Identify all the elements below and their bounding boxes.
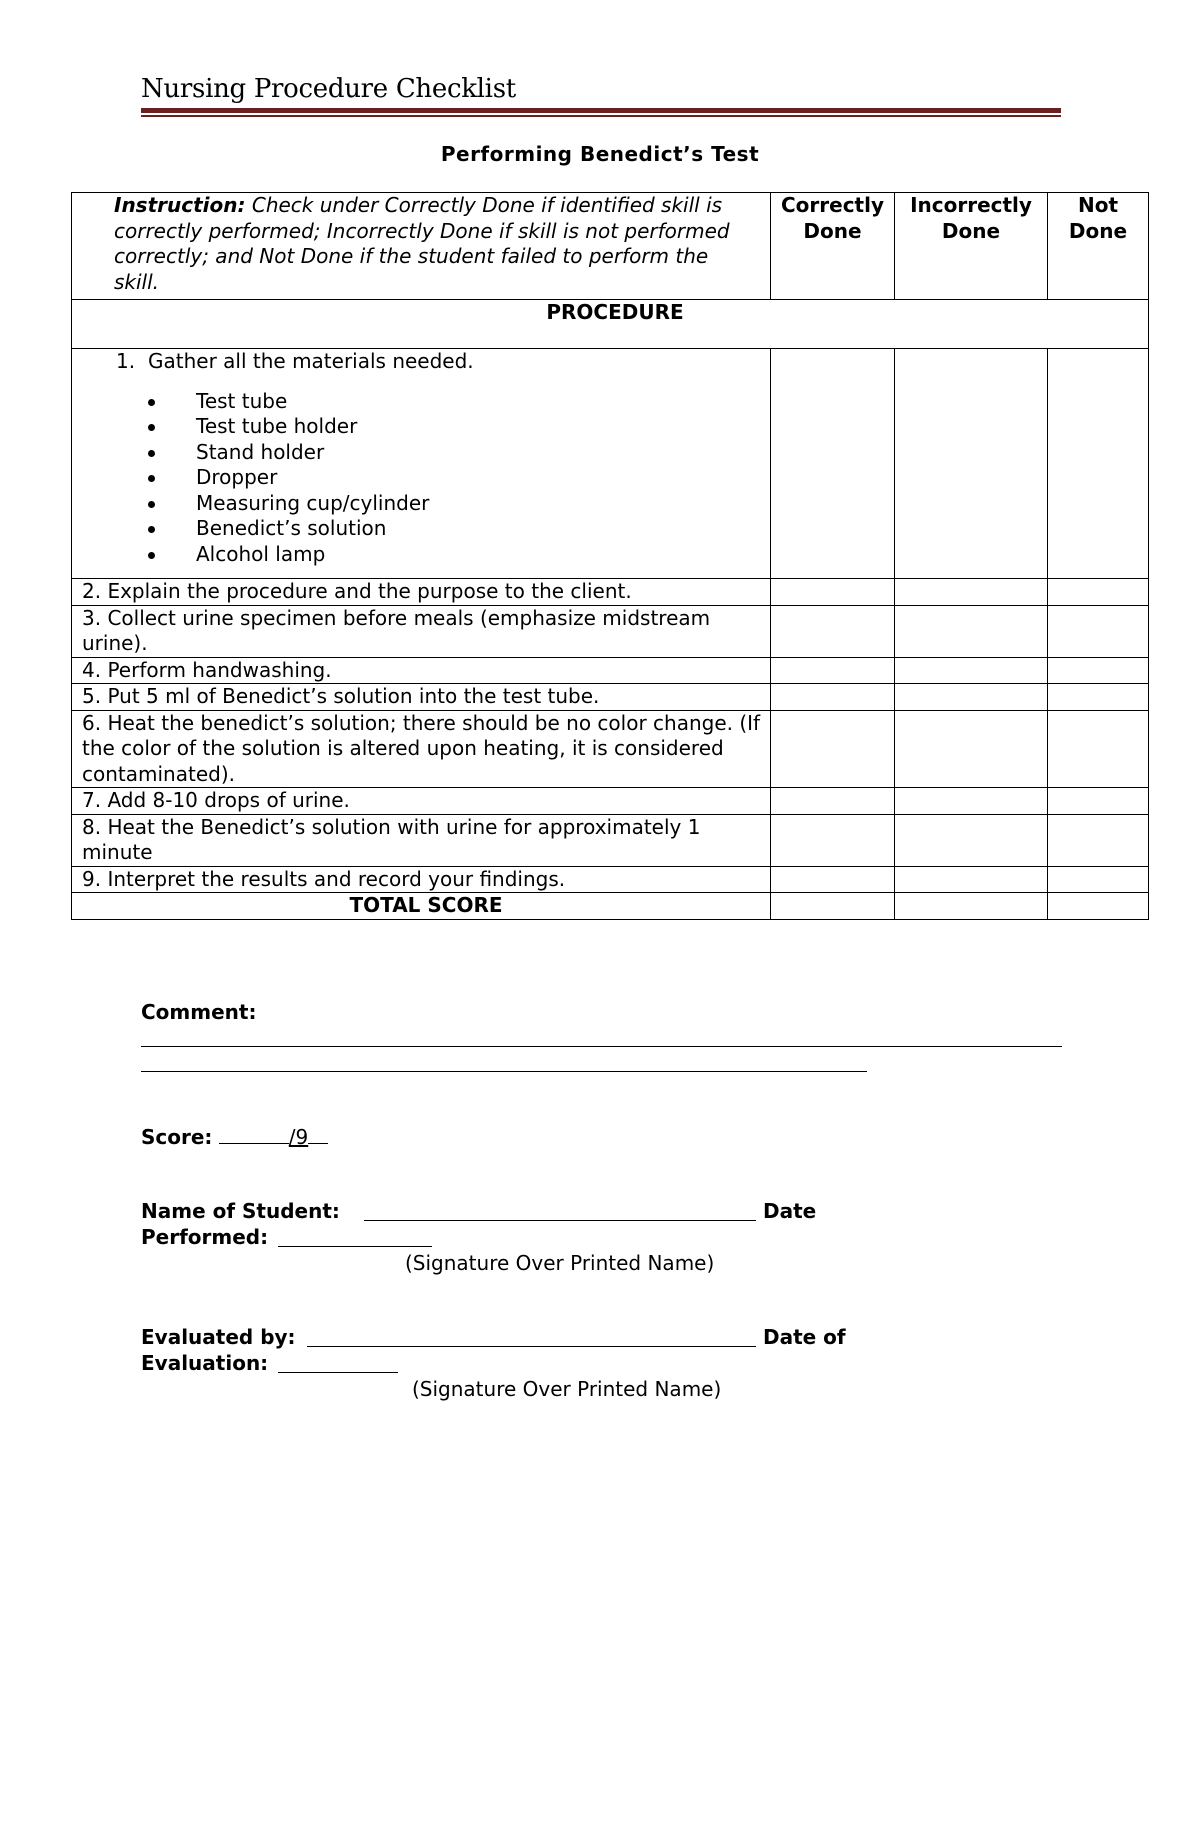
instruction-cell	[72, 193, 771, 300]
step-text: 4. Perform handwashing.	[72, 657, 771, 684]
list-item: Test tube holder	[116, 414, 770, 440]
not-done-checkbox-cell[interactable]	[1048, 866, 1149, 893]
step-text: 6. Heat the benedict’s solution; there should be no color change. (If the color of the solution is altered upon heating, it is considered contaminated).	[72, 710, 771, 788]
step-1-cell	[72, 349, 771, 579]
correctly-done-checkbox-cell[interactable]	[771, 579, 895, 606]
total-correctly-done-cell[interactable]	[771, 893, 895, 920]
comment-label: Comment:	[141, 1000, 257, 1024]
incorrectly-done-checkbox-cell[interactable]	[895, 814, 1048, 866]
document-header	[141, 72, 1061, 117]
incorrectly-done-checkbox-cell[interactable]	[895, 579, 1048, 606]
materials-list	[116, 389, 770, 568]
list-item: Alcohol lamp	[116, 542, 770, 568]
step-text: 2. Explain the procedure and the purpose to the client.	[72, 579, 771, 606]
total-score-label: TOTAL SCORE	[72, 893, 771, 920]
incorrectly-done-checkbox-cell[interactable]	[895, 657, 1048, 684]
not-done-checkbox-cell[interactable]	[1048, 657, 1149, 684]
column-header-correctly-done: Correctly Done	[771, 193, 895, 300]
correctly-done-checkbox-cell[interactable]	[771, 710, 895, 788]
incorrectly-done-checkbox-cell[interactable]	[895, 788, 1048, 815]
student-signature-note: (Signature Over Printed Name)	[405, 1251, 715, 1275]
table-row	[72, 579, 1149, 606]
date-of-evaluation-label: Date of	[763, 1325, 846, 1349]
list-item: Test tube	[116, 389, 770, 415]
instruction-label: Instruction:	[114, 193, 246, 217]
score-field	[141, 1125, 328, 1151]
table-row	[72, 605, 1149, 657]
total-score-row	[72, 893, 1149, 920]
correctly-done-checkbox-cell[interactable]	[771, 684, 895, 711]
not-done-checkbox-cell[interactable]	[1048, 684, 1149, 711]
table-row	[72, 684, 1149, 711]
step-text: 3. Collect urine specimen before meals (emphasize midstream urine).	[72, 605, 771, 657]
step-text: 7. Add 8-10 drops of urine.	[72, 788, 771, 815]
correctly-done-checkbox-cell[interactable]	[771, 788, 895, 815]
column-header-not-done: Not Done	[1048, 193, 1149, 300]
date-performed-line[interactable]	[278, 1246, 432, 1247]
not-done-checkbox-cell[interactable]	[1048, 788, 1149, 815]
table-row	[72, 866, 1149, 893]
list-item: Benedict’s solution	[116, 516, 770, 542]
incorrectly-done-checkbox-cell[interactable]	[895, 684, 1048, 711]
score-label: Score:	[141, 1125, 213, 1149]
incorrectly-done-checkbox-cell[interactable]	[895, 349, 1048, 579]
not-done-checkbox-cell[interactable]	[1048, 710, 1149, 788]
evaluated-by-label: Evaluated by:	[141, 1325, 296, 1349]
correctly-done-checkbox-cell[interactable]	[771, 605, 895, 657]
step-1-text: 1. Gather all the materials needed.	[116, 349, 474, 373]
evaluator-signature-line[interactable]	[307, 1346, 756, 1347]
procedure-heading: PROCEDURE	[72, 300, 1149, 349]
header-rule-thin	[141, 115, 1061, 117]
correctly-done-checkbox-cell[interactable]	[771, 349, 895, 579]
score-suffix: /9	[288, 1125, 309, 1149]
table-header-row	[72, 193, 1149, 300]
date-of-evaluation-label-cont: Evaluation:	[141, 1351, 269, 1375]
step-text: 9. Interpret the results and record your findings.	[72, 866, 771, 893]
total-not-done-cell[interactable]	[1048, 893, 1149, 920]
date-of-evaluation-line[interactable]	[278, 1372, 398, 1373]
not-done-checkbox-cell[interactable]	[1048, 814, 1149, 866]
score-input-line[interactable]	[219, 1143, 289, 1144]
not-done-checkbox-cell[interactable]	[1048, 605, 1149, 657]
comment-line-1[interactable]	[141, 1046, 1062, 1047]
table-row	[72, 710, 1149, 788]
procedure-checklist-table	[71, 192, 1149, 920]
not-done-checkbox-cell[interactable]	[1048, 579, 1149, 606]
list-item: Measuring cup/cylinder	[116, 491, 770, 517]
evaluator-signature-note: (Signature Over Printed Name)	[412, 1377, 722, 1401]
date-performed-label-cont: Performed:	[141, 1225, 269, 1249]
student-name-label: Name of Student:	[141, 1199, 340, 1223]
table-row	[72, 814, 1149, 866]
step-text: 8. Heat the Benedict’s solution with urine for approximately 1 minute	[72, 814, 771, 866]
student-signature-line[interactable]	[364, 1220, 756, 1221]
document-title: Performing Benedict’s Test	[440, 142, 760, 166]
step-text: 5. Put 5 ml of Benedict’s solution into the test tube.	[72, 684, 771, 711]
comment-line-2[interactable]	[141, 1071, 867, 1072]
column-header-incorrectly-done: Incorrectly Done	[895, 193, 1048, 300]
correctly-done-checkbox-cell[interactable]	[771, 814, 895, 866]
incorrectly-done-checkbox-cell[interactable]	[895, 605, 1048, 657]
list-item: Stand holder	[116, 440, 770, 466]
correctly-done-checkbox-cell[interactable]	[771, 657, 895, 684]
not-done-checkbox-cell[interactable]	[1048, 349, 1149, 579]
total-incorrectly-done-cell[interactable]	[895, 893, 1048, 920]
table-row	[72, 788, 1149, 815]
date-performed-label: Date	[763, 1199, 817, 1223]
list-item: Dropper	[116, 465, 770, 491]
header-title: Nursing Procedure Checklist	[141, 74, 516, 104]
table-row	[72, 657, 1149, 684]
instruction-text: Check under Correctly Done if identified skill is correctly performed; Incorrectly Done if skill is not performed correctly; and Not Done if the student failed to perform the skill.	[114, 193, 730, 294]
incorrectly-done-checkbox-cell[interactable]	[895, 866, 1048, 893]
correctly-done-checkbox-cell[interactable]	[771, 866, 895, 893]
table-row	[72, 349, 1149, 579]
incorrectly-done-checkbox-cell[interactable]	[895, 710, 1048, 788]
procedure-heading-row	[72, 300, 1149, 349]
